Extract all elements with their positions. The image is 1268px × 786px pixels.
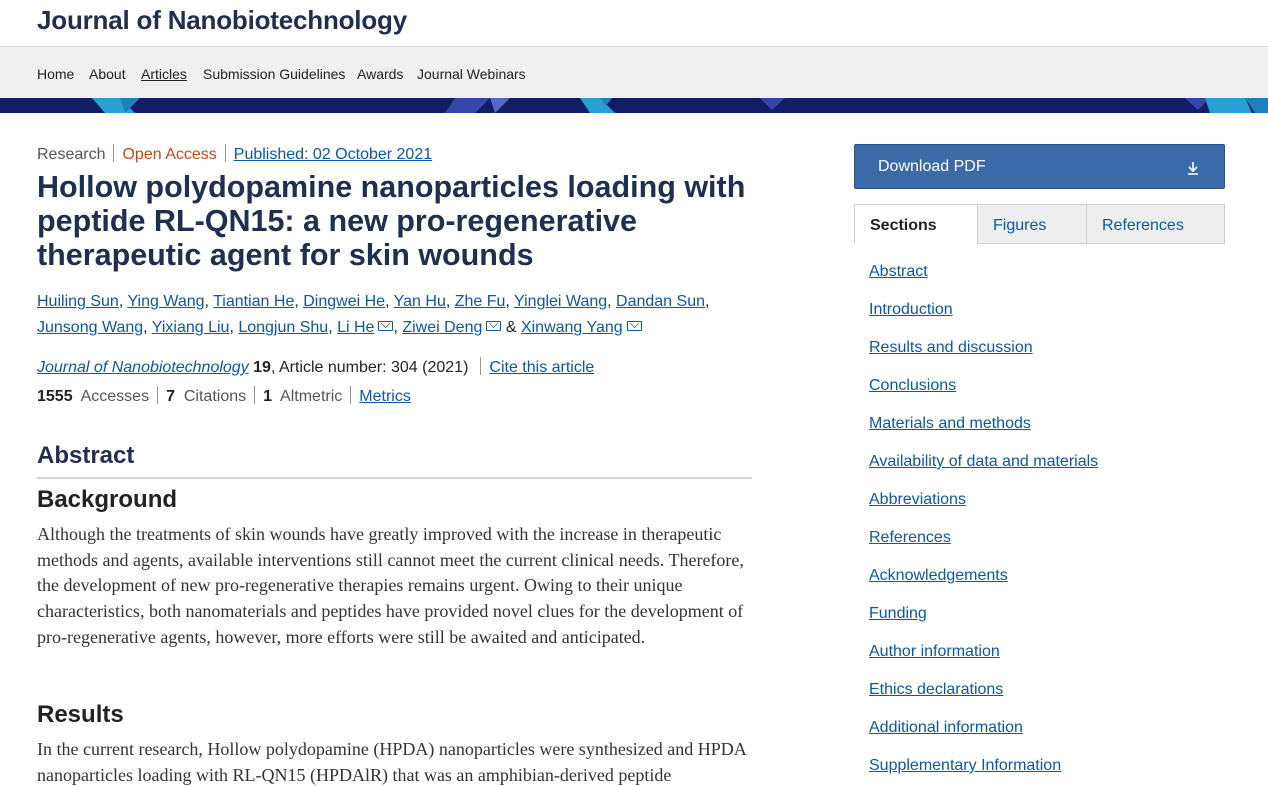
nav-awards[interactable]: Awards bbox=[357, 66, 404, 82]
cite-this-article-link[interactable]: Cite this article bbox=[489, 359, 595, 376]
volume: 19 bbox=[253, 359, 271, 376]
divider bbox=[254, 386, 255, 404]
author-link[interactable]: Yixiang Liu bbox=[151, 319, 230, 336]
accesses-label: Accesses bbox=[80, 388, 150, 405]
banner-pattern bbox=[0, 98, 1268, 113]
section-link-supplementary-information[interactable]: Supplementary Information bbox=[869, 757, 1062, 774]
accesses-count: 1555 bbox=[37, 388, 73, 405]
authors-ampersand: & bbox=[505, 319, 517, 336]
altmetric-count: 1 bbox=[263, 388, 273, 405]
results-heading: Results bbox=[37, 701, 124, 728]
divider bbox=[225, 144, 226, 162]
author-link[interactable]: Xinwang Yang bbox=[520, 319, 623, 336]
section-link-abstract[interactable]: Abstract bbox=[869, 263, 928, 280]
tab-sections[interactable]: Sections bbox=[854, 204, 978, 244]
email-icon[interactable] bbox=[378, 321, 393, 331]
nav-submission-guidelines[interactable]: Submission Guidelines bbox=[203, 66, 346, 82]
nav-articles[interactable]: Articles bbox=[141, 66, 187, 82]
author-link[interactable]: Junsong Wang bbox=[37, 319, 144, 336]
section-link-introduction[interactable]: Introduction bbox=[869, 301, 953, 318]
citation-row bbox=[37, 357, 594, 377]
download-icon bbox=[1186, 160, 1200, 176]
divider bbox=[350, 386, 351, 404]
article-title: Hollow polydopamine nanoparticles loading with peptide RL-QN15: a new pro-regenerative therapeutic agent for skin wounds bbox=[37, 170, 746, 272]
nav-home[interactable]: Home bbox=[37, 66, 75, 82]
published-date-link[interactable]: Published: 02 October 2021 bbox=[233, 146, 433, 163]
email-icon[interactable] bbox=[486, 321, 501, 331]
divider bbox=[113, 144, 114, 162]
section-link-references[interactable]: References bbox=[869, 529, 951, 546]
altmetric-label: Altmetric bbox=[280, 388, 343, 405]
author-link[interactable]: Dingwei He bbox=[303, 293, 386, 310]
decorative-banner bbox=[0, 98, 1268, 113]
section-link-acknowledgements[interactable]: Acknowledgements bbox=[869, 567, 1008, 584]
author-link[interactable]: Dandan Sun bbox=[616, 293, 705, 310]
article-meta-row bbox=[37, 144, 432, 164]
citations-label: Citations bbox=[183, 388, 247, 405]
section-link-availability[interactable]: Availability of data and materials bbox=[869, 453, 1099, 470]
divider bbox=[157, 386, 158, 404]
metrics-link[interactable]: Metrics bbox=[359, 388, 411, 405]
citations-count: 7 bbox=[166, 388, 175, 405]
author-list: Huiling Sun, Ying Wang, Tiantian He, Dingwei He, Yan Hu, Zhe Fu, Yinglei Wang, Dandan Sun, Junsong Wang, Yixiang Liu, Longjun Shu, Li He , Ziwei Deng & Xinwang Yang bbox=[37, 293, 710, 336]
tab-references[interactable]: References bbox=[1086, 204, 1225, 244]
author-link[interactable]: Zhe Fu bbox=[454, 293, 506, 310]
main-nav bbox=[0, 47, 1268, 98]
author-link[interactable]: Ying Wang bbox=[127, 293, 205, 310]
open-access-badge: Open Access bbox=[122, 146, 217, 163]
section-link-materials-and-methods[interactable]: Materials and methods bbox=[869, 415, 1031, 432]
article-number: , Article number: 304 (2021) bbox=[270, 359, 469, 376]
results-paragraph: In the current research, Hollow polydopamine (HPDA) nanoparticles were synthesized and HPDA nanoparticles loading with RL-QN15 (HPDAlR) that was an amphibian-derived peptide bbox=[37, 739, 746, 785]
sidebar-tabs bbox=[854, 204, 1225, 244]
author-link[interactable]: Ziwei Deng bbox=[402, 319, 483, 336]
journal-link[interactable]: Journal of Nanobiotechnology bbox=[37, 359, 249, 376]
nav-about[interactable]: About bbox=[89, 66, 126, 82]
author-link[interactable]: Longjun Shu bbox=[238, 319, 329, 336]
section-link-conclusions[interactable]: Conclusions bbox=[869, 377, 957, 394]
section-link-additional-information[interactable]: Additional information bbox=[869, 719, 1023, 736]
email-icon[interactable] bbox=[627, 321, 642, 331]
journal-title[interactable]: Journal of Nanobiotechnology bbox=[37, 5, 407, 35]
tab-figures[interactable]: Figures bbox=[977, 204, 1087, 244]
article-type: Research bbox=[37, 146, 106, 163]
background-heading: Background bbox=[37, 486, 178, 513]
author-link[interactable]: Tiantian He bbox=[213, 293, 295, 310]
download-pdf-button[interactable] bbox=[854, 144, 1225, 189]
background-paragraph: Although the treatments of skin wounds have greatly improved with the increase in therapeutic methods and agents, available interventions still cannot meet the current clinical needs. Therefore, the development of new pro-regenerative therapies remains urgent. Owing to their unique characteristics, both nanomaterials and peptides have provided novel clues for the development of pro-regenerative agents, however, more efforts were still be awaited and anticipated. bbox=[37, 524, 744, 647]
download-pdf-label: Download PDF bbox=[878, 158, 986, 175]
nav-journal-webinars[interactable]: Journal Webinars bbox=[417, 66, 526, 82]
section-link-abbreviations[interactable]: Abbreviations bbox=[869, 491, 966, 508]
author-link[interactable]: Huiling Sun bbox=[37, 293, 119, 310]
abstract-heading: Abstract bbox=[37, 442, 752, 479]
section-link-results-and-discussion[interactable]: Results and discussion bbox=[869, 339, 1033, 356]
site-header bbox=[0, 0, 1268, 47]
divider bbox=[480, 357, 481, 375]
section-link-ethics-declarations[interactable]: Ethics declarations bbox=[869, 681, 1004, 698]
section-link-author-information[interactable]: Author information bbox=[869, 643, 1000, 660]
metrics-row bbox=[37, 386, 411, 406]
author-link[interactable]: Li He bbox=[337, 319, 375, 336]
author-link[interactable]: Yinglei Wang bbox=[514, 293, 608, 310]
section-link-funding[interactable]: Funding bbox=[869, 605, 927, 622]
author-link[interactable]: Yan Hu bbox=[393, 293, 446, 310]
